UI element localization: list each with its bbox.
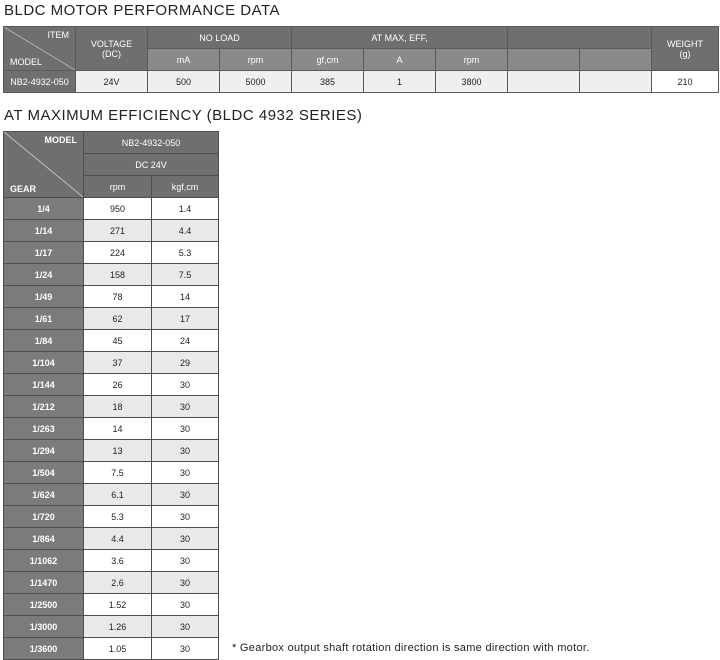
weight-label: WEIGHT [667,38,704,49]
max-eff-rpm-cell: 3800 [436,71,508,93]
table-row [4,330,219,352]
empty-unit [580,49,652,71]
table-row [4,198,219,220]
rpm-cell: 1.52 [84,594,152,616]
model-gear-header [4,132,84,198]
table-row [4,220,219,242]
table-row [4,374,219,396]
gear-cell: 1/720 [4,506,84,528]
torque-cell: 5.3 [152,242,219,264]
torque-cell: 24 [152,330,219,352]
gear-cell: 1/4 [4,198,84,220]
voltage-unit: (DC) [102,48,121,59]
rpm-cell: 950 [84,198,152,220]
max-eff-gfcm-cell: 385 [292,71,364,93]
gear-cell: 1/24 [4,264,84,286]
table-row [4,616,219,638]
rpm-cell: 6.1 [84,484,152,506]
model-label: MODEL [10,57,43,67]
item-label: ITEM [47,30,69,40]
table-row [4,418,219,440]
gear-cell: 1/1470 [4,572,84,594]
page-title: BLDC MOTOR PERFORMANCE DATA [4,2,281,19]
footnote: * Gearbox output shaft rotation direction is same direction with motor. [232,642,590,654]
gear-cell: 1/504 [4,462,84,484]
torque-column-header: kgf,cm [152,176,219,198]
table-row [4,352,219,374]
empty-cell [580,71,652,93]
no-load-ma-cell: 500 [148,71,220,93]
rpm-cell: 1.26 [84,616,152,638]
rpm-cell: 158 [84,264,152,286]
voltage-header: DC 24V [84,154,219,176]
gear-cell: 1/49 [4,286,84,308]
unit-rpm-eff: rpm [436,49,508,71]
voltage-cell: 24V [76,71,148,93]
rpm-cell: 18 [84,396,152,418]
torque-cell: 14 [152,286,219,308]
max-eff-a-cell: 1 [364,71,436,93]
torque-cell: 30 [152,484,219,506]
gear-cell: 1/864 [4,528,84,550]
weight-unit: (g) [679,48,691,59]
table-row [4,550,219,572]
rpm-cell: 1.05 [84,638,152,660]
torque-cell: 1.4 [152,198,219,220]
efficiency-title: AT MAXIMUM EFFICIENCY (BLDC 4932 SERIES) [4,107,363,124]
torque-cell: 30 [152,440,219,462]
model-value-header: NB2-4932-050 [84,132,219,154]
torque-cell: 30 [152,638,219,660]
gear-cell: 1/624 [4,484,84,506]
rpm-cell: 26 [84,374,152,396]
rpm-cell: 14 [84,418,152,440]
gear-cell: 1/294 [4,440,84,462]
gear-cell: 1/2500 [4,594,84,616]
efficiency-table [3,131,219,660]
gear-cell: 1/263 [4,418,84,440]
unit-ma: mA [148,49,220,71]
table-row [4,264,219,286]
torque-cell: 30 [152,594,219,616]
no-load-header: NO LOAD [148,27,292,49]
rpm-cell: 45 [84,330,152,352]
gear-label: GEAR [10,184,37,194]
performance-table [3,26,719,93]
torque-cell: 30 [152,418,219,440]
item-model-header [4,27,76,71]
torque-cell: 30 [152,396,219,418]
torque-cell: 29 [152,352,219,374]
torque-cell: 30 [152,528,219,550]
torque-cell: 4.4 [152,220,219,242]
gear-cell: 1/212 [4,396,84,418]
table-row [4,308,219,330]
table-row [4,506,219,528]
empty-unit [508,49,580,71]
rpm-cell: 62 [84,308,152,330]
gear-cell: 1/3600 [4,638,84,660]
torque-cell: 30 [152,462,219,484]
torque-cell: 30 [152,506,219,528]
rpm-cell: 78 [84,286,152,308]
gear-cell: 1/17 [4,242,84,264]
torque-cell: 30 [152,550,219,572]
table-row [4,396,219,418]
no-load-rpm-cell: 5000 [220,71,292,93]
empty-header [508,27,652,49]
gear-cell: 1/3000 [4,616,84,638]
model-label: MODEL [44,135,77,145]
gear-cell: 1/14 [4,220,84,242]
gear-cell: 1/61 [4,308,84,330]
torque-cell: 30 [152,616,219,638]
rpm-cell: 3.6 [84,550,152,572]
rpm-cell: 37 [84,352,152,374]
model-cell: NB2-4932-050 [4,71,76,93]
voltage-label: VOLTAGE [90,38,133,49]
weight-cell: 210 [652,71,719,93]
table-row [4,286,219,308]
max-eff-header: AT MAX, EFF, [292,27,508,49]
gear-cell: 1/144 [4,374,84,396]
table-row [4,638,219,660]
table-row [4,528,219,550]
unit-rpm: rpm [220,49,292,71]
table-row [4,484,219,506]
table-row [4,572,219,594]
table-row [4,242,219,264]
rpm-cell: 271 [84,220,152,242]
rpm-cell: 7.5 [84,462,152,484]
rpm-cell: 5.3 [84,506,152,528]
empty-cell [508,71,580,93]
torque-cell: 17 [152,308,219,330]
torque-cell: 30 [152,572,219,594]
table-row [4,594,219,616]
rpm-cell: 4.4 [84,528,152,550]
voltage-header [76,27,148,71]
torque-cell: 30 [152,374,219,396]
rpm-cell: 13 [84,440,152,462]
unit-a: A [364,49,436,71]
weight-header [652,27,719,71]
gear-cell: 1/104 [4,352,84,374]
rpm-cell: 2.6 [84,572,152,594]
torque-cell: 7.5 [152,264,219,286]
rpm-column-header: rpm [84,176,152,198]
gear-cell: 1/84 [4,330,84,352]
gear-cell: 1/1062 [4,550,84,572]
table-row [4,440,219,462]
rpm-cell: 224 [84,242,152,264]
table-row [4,462,219,484]
unit-gfcm: gf,cm [292,49,364,71]
